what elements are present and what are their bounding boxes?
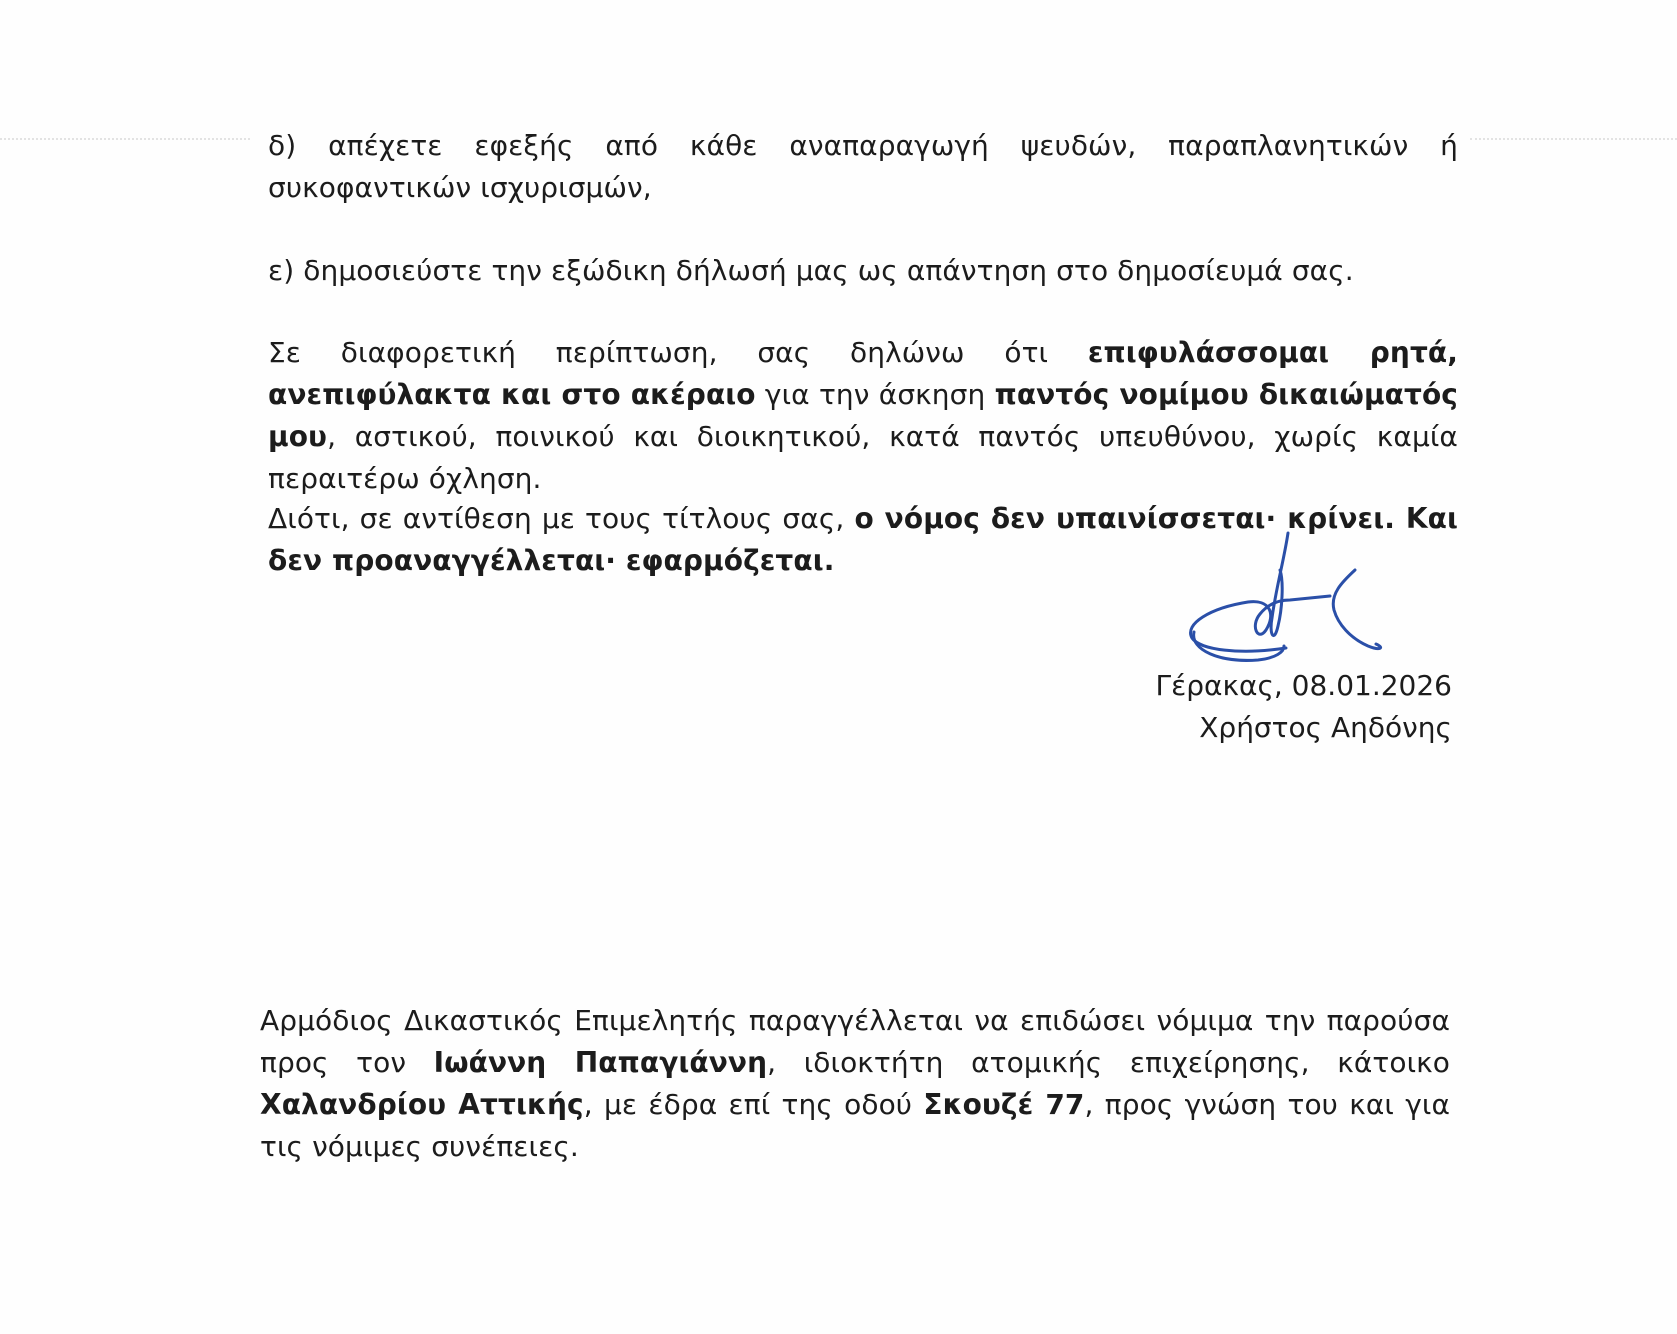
signature-stroke-loop [1191,596,1330,651]
bailiff-bold-address: Σκουζέ 77 [923,1088,1085,1121]
signer-name: Χρήστος Αηδόνης [1199,711,1452,744]
place-and-date: Γέρακας, 08.01.2026 [1155,669,1452,702]
reservation-bold-2: παντός νομίμου δικαιώματός μου [268,378,1458,453]
signature-stroke-right [1333,570,1380,649]
signature-stroke-tall [1271,533,1288,636]
bailiff-text-2: , ιδιοκτήτη ατομικής επιχείρησης, κάτοικο [767,1046,1450,1079]
paragraph-reservation [268,332,1458,500]
law-text-1: Διότι, σε αντίθεση με τους τίτλους σας, [268,502,855,535]
reservation-bold-1: επιφυλάσσομαι ρητά, ανεπιφύλακτα και στο ακέραιο [268,336,1458,411]
bailiff-text-4: , προς γνώση του και για τις νόμιμες συνέπειες. [260,1088,1451,1163]
scan-artifact-left [0,138,250,140]
signature-strokes [1191,533,1381,660]
law-bold-1: ο νόμος δεν υπαινίσσεται· κρίνει. Και δεν προαναγγέλλεται· εφαρμόζεται. [268,502,1458,577]
bailiff-text-3: , με έδρα επί της οδού [583,1088,924,1121]
reservation-text-2: για την άσκηση [755,378,995,411]
bailiff-text-1: Αρμόδιος Δικαστικός Επιμελητής παραγγέλλεται να επιδώσει νόμιμα την παρούσα προς τον [260,1004,1450,1079]
reservation-text-1: Σε διαφορετική περίπτωση, σας δηλώνω ότι [268,336,1088,369]
scan-artifact-right [1470,138,1677,140]
bailiff-bold-name: Ιωάννη Παπαγιάννη [433,1046,768,1079]
paragraph-item-e: ε) δημοσιεύστε την εξώδικη δήλωσή μας ως απάντηση στο δημοσίευμά σας. [268,254,1354,287]
paragraph-item-d: δ) απέχετε εφεξής από κάθε αναπαραγωγή ψευδών, παραπλανητικών ή συκοφαντικών ισχυρισμών, [268,129,1458,204]
handwritten-signature [1180,530,1430,680]
bailiff-bold-location: Χαλανδρίου Αττικής [260,1088,584,1121]
reservation-text-3: , αστικού, ποινικού και διοικητικού, κατά παντός υπευθύνου, χωρίς καμία περαιτέρω όχληση. [268,420,1458,495]
paragraph-bailiff-instruction [260,1000,1450,1168]
